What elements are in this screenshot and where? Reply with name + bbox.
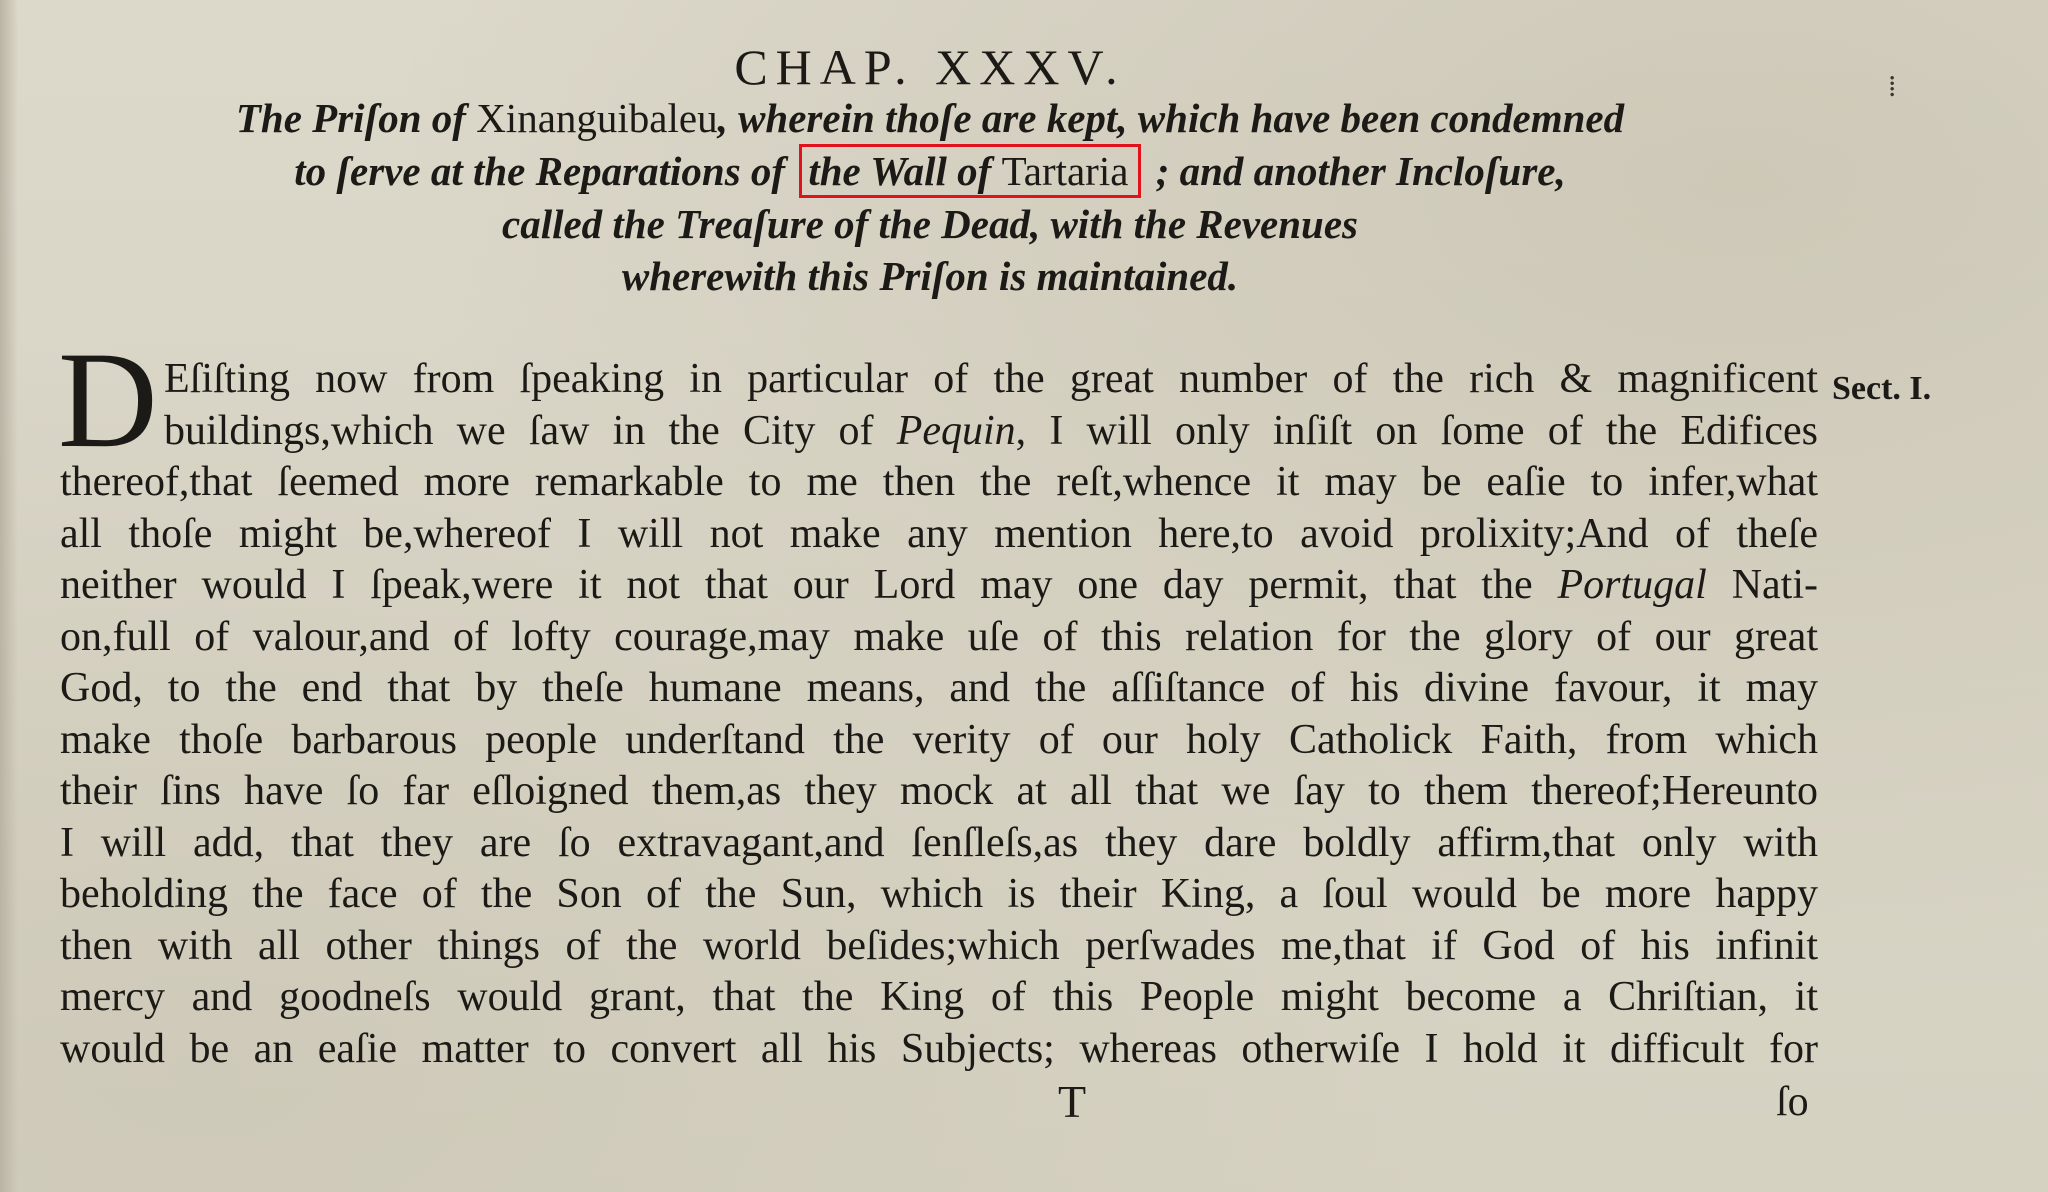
margin-speck: ⁞ [1888, 70, 1897, 103]
body-line-2 [60, 406, 1818, 458]
body-text: neither would I ſpeak,were it not that our Lord may one day permit, that the [60, 562, 1558, 608]
place-name-pequin: Pequin [896, 407, 1016, 454]
body-line-9: their ſins have ſo far eſloigned them,as they mock at all that we ſay to them thereof;Hereunto [60, 768, 1818, 814]
highlighted-phrase-box[interactable] [799, 144, 1141, 198]
body-text: , I will only inſiſt on ſome of the Edifices [1015, 407, 1818, 454]
subtitle-line-1 [0, 92, 1860, 144]
drop-cap: D [58, 323, 158, 476]
body-line-6: on,full of valour,and of lofty courage,may make uſe of this relation for the glory of our great [60, 613, 1818, 660]
body-line-7: God, to the end that by theſe humane means, and the aſſiſtance of his divine favour, it may [60, 665, 1818, 711]
chapter-subtitle [0, 92, 1860, 302]
highlighted-place-tartaria: Tartaria [1001, 148, 1129, 194]
place-name-xinanguibaleu: Xinanguibaleu [476, 95, 718, 141]
chapter-title: CHAP. XXXV. [734, 39, 1126, 95]
subtitle-line-2 [0, 144, 1860, 198]
body-line-8: make thoſe barbarous people underſtand the verity of our holy Catholick Faith, from which [60, 716, 1818, 763]
body-line-13: mercy and goodneſs would grant, that the King of this People might become a Chriſtian, it [60, 974, 1818, 1020]
body-paragraph [60, 354, 1818, 1075]
subtitle-line-3: called the Treaſure of the Dead, with the Revenues [502, 201, 1358, 247]
body-text: buildings,which we ſaw in the City of [164, 407, 897, 454]
subtitle-line-4: wherewith this Priſon is maintained. [621, 253, 1239, 299]
body-line-12: then with all other things of the world beſides;which perſwades me,that if God of his infinit [60, 922, 1818, 969]
subtitle-text: The Priſon of [235, 95, 477, 141]
body-line-1: Eſiſting now from ſpeaking in particular of the great number of the rich & magnificent [164, 356, 1818, 402]
body-line-10: I will add, that they are ſo extravagant,and ſenſleſs,as they dare boldly affirm,that only with [60, 819, 1818, 866]
body-line-14: would be an eaſie matter to convert all his Subjects; whereas otherwiſe I hold it difficult for [60, 1025, 1818, 1072]
subtitle-text: , wherein thoſe are kept, which have been condemned [717, 95, 1625, 141]
body-text: Nati- [1706, 562, 1819, 608]
catchword: ſo [1776, 1079, 1809, 1125]
highlighted-text: the Wall of [808, 148, 1002, 194]
subtitle-text: ; and another Incloſure, [1145, 148, 1566, 194]
body-line-4: all thoſe might be,whereof I will not make any mention here,to avoid prolixity;And of theſe [60, 510, 1818, 557]
body-line-5 [60, 560, 1818, 612]
nation-name-portugal: Portugal [1557, 562, 1707, 608]
body-line-11: beholding the face of the Son of the Sun, which is their King, a ſoul would be more happy [60, 871, 1818, 917]
signature-mark: T [1058, 1076, 1087, 1127]
body-line-3: thereof,that ſeemed more remarkable to me then the reſt,whence it may be eaſie to infer,what [60, 459, 1818, 505]
margin-note-section: Sect. I. [1832, 370, 1932, 407]
subtitle-text: to ſerve at the Reparations of [294, 148, 796, 194]
